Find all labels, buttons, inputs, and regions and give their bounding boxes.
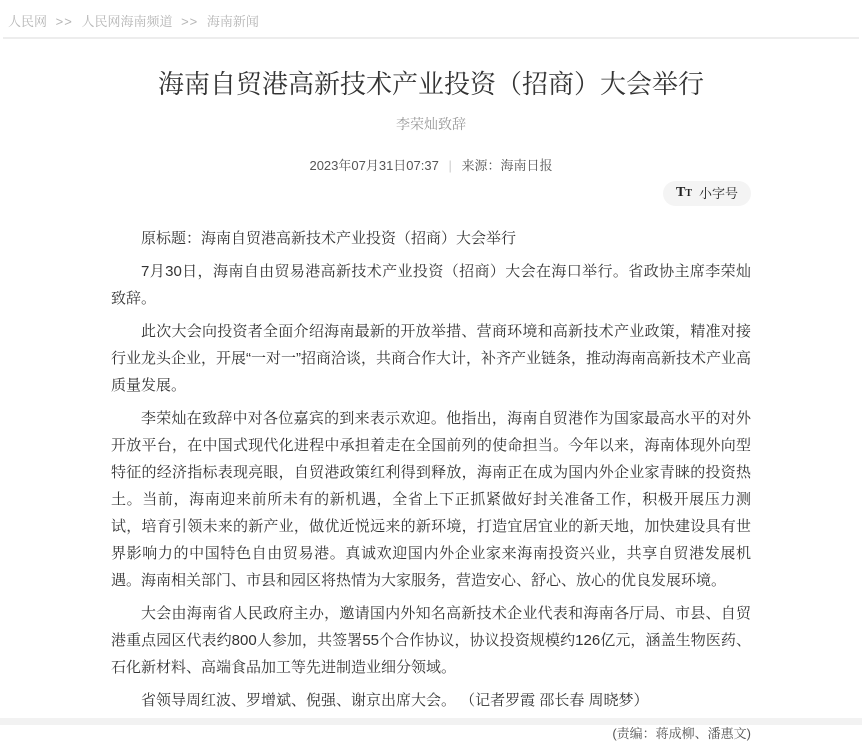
- article-title: 海南自贸港高新技术产业投资（招商）大会举行: [157, 69, 704, 99]
- article-subtitle: 李荣灿致辞: [396, 115, 466, 132]
- article-body: [111, 225, 751, 714]
- breadcrumb-separator: >>: [55, 14, 73, 29]
- publish-date: 2023年07月31日07:37: [309, 157, 439, 173]
- source-link[interactable]: 海南日报: [500, 157, 553, 173]
- editors-note: (责编：蒋成柳、潘惠文): [612, 725, 751, 741]
- article-content: [111, 68, 751, 742]
- dateline: [111, 155, 751, 174]
- article-paragraph: 李荣灿在致辞中对各位嘉宾的到来表示欢迎。他指出，海南自贸港作为国家最高水平的对外开放平台，在中国式现代化进程中承担着走在全国前列的使命担当。今年以来，海南体现外向型特征的经济指标表现亮眼，自贸港政策红利得到释放，海南正在成为国内外企业家青睐的投资热土。当前，海南迎来前所未有的新机遇，全省上下正抓紧做好封关准备工作，积极开展压力测试，培育引领未来的新产业，做优近悦远来的新环境，打造宜居宜业的新天地，加快建设具有世界影响力的中国特色自由贸易港。真诚欢迎国内外企业家来海南投资兴业，共享自贸港发展机遇。海南相关部门、市县和园区将热情为大家服务，营造安心、舒心、放心的优良发展环境。: [111, 409, 751, 589]
- breadcrumb: [0, 0, 862, 37]
- article-paragraph: 大会由海南省人民政府主办，邀请国内外知名高新技术企业代表和海南各厅局、市县、自贸港重点园区代表约800人参加，共签署55个合作协议，协议投资规模约126亿元，涵盖生物医药、石化新材料、高端食品加工等先进制造业细分领域。: [111, 604, 751, 676]
- breadcrumb-link-peoples-daily[interactable]: 人民网: [8, 14, 48, 29]
- font-size-icon: T T: [675, 185, 692, 200]
- article-paragraph: 此次大会向投资者全面介绍海南最新的开放举措、营商环境和高新技术产业政策，精准对接行业龙头企业，开展“一对一”招商洽谈，共商合作大计，补齐产业链条，推动海南高新技术产业高质量发展。: [111, 322, 751, 394]
- breadcrumb-link-hainan-news[interactable]: 海南新闻: [206, 14, 259, 29]
- breadcrumb-link-hainan-channel[interactable]: 人民网海南频道: [81, 14, 173, 29]
- font-size-button[interactable]: [663, 181, 751, 206]
- article-paragraph: 7月30日，海南自由贸易港高新技术产业投资（招商）大会在海口举行。省政协主席李荣灿致辞。: [111, 262, 751, 307]
- article-toolbar: [111, 181, 751, 206]
- article-paragraph: 省领导周红波、罗增斌、倪强、谢京出席大会。 （记者罗霞 邵长春 周晓梦）: [141, 691, 649, 709]
- header-divider: [3, 37, 859, 39]
- bottom-strip: [0, 718, 862, 725]
- original-title-line: 原标题：海南自贸港高新技术产业投资（招商）大会举行: [141, 229, 517, 247]
- source-label: 来源：: [461, 157, 501, 173]
- breadcrumb-separator: >>: [181, 14, 199, 29]
- font-size-label: 小字号: [698, 185, 738, 201]
- dateline-separator: |: [448, 157, 452, 173]
